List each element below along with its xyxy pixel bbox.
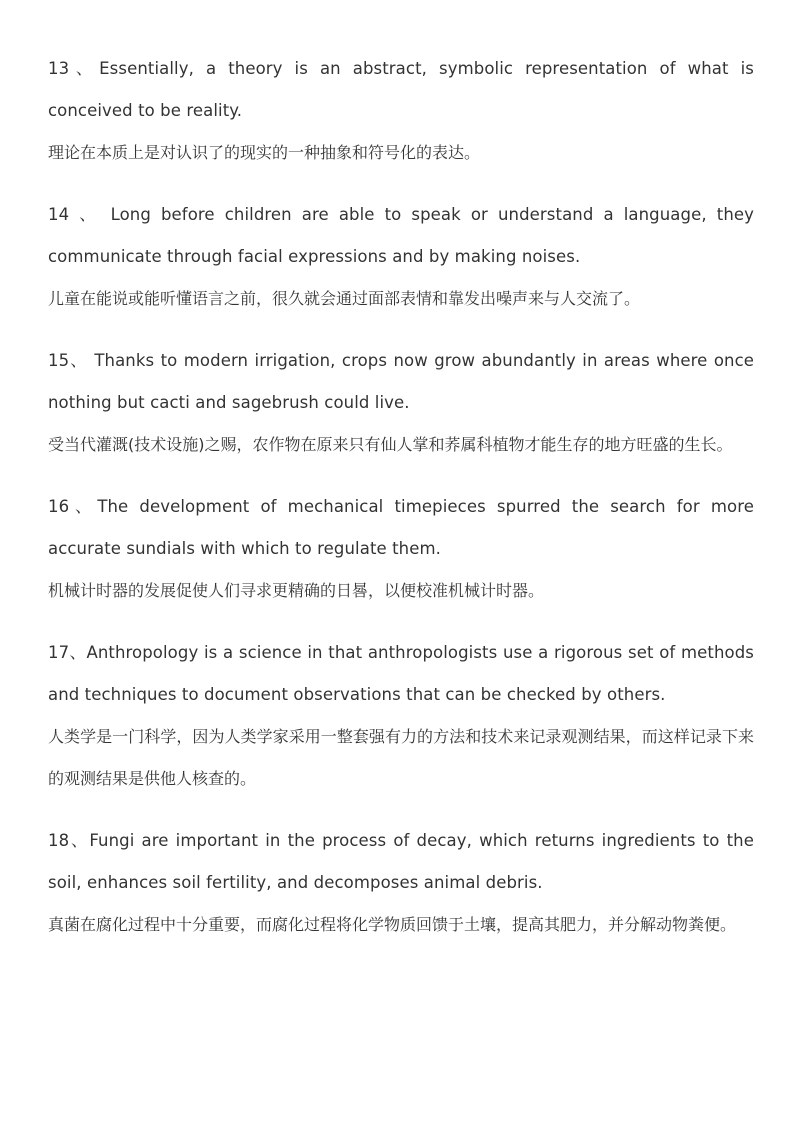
document-page — [48, 48, 754, 966]
english-sentence: 13、Essentially, a theory is an abstract, symbolic representation of what is conceived to be reality. — [48, 59, 754, 120]
chinese-translation: 受当代灌溉(技术设施)之赐，农作物在原来只有仙人掌和荞属科植物才能生存的地方旺盛的生长。 — [48, 435, 733, 454]
sentence-entry-17 — [48, 632, 754, 800]
chinese-translation: 儿童在能说或能听懂语言之前，很久就会通过面部表情和靠发出噪声来与人交流了。 — [48, 289, 641, 308]
chinese-translation: 理论在本质上是对认识了的现实的一种抽象和符号化的表达。 — [48, 143, 481, 162]
sentence-entry-13 — [48, 48, 754, 174]
english-sentence: 15、 Thanks to modern irrigation, crops now grow abundantly in areas where once nothing but cacti and sagebrush could live. — [48, 351, 754, 412]
chinese-translation: 机械计时器的发展促使人们寻求更精确的日晷，以便校准机械计时器。 — [48, 581, 545, 600]
sentence-entry-16 — [48, 486, 754, 612]
chinese-translation: 人类学是一门科学，因为人类学家采用一整套强有力的方法和技术来记录观测结果，而这样记录下来的观测结果是供他人核查的。 — [48, 727, 754, 788]
english-sentence: 17、Anthropology is a science in that anthropologists use a rigorous set of methods and techniques to document observations that can be checked by others. — [48, 643, 754, 704]
sentence-entry-18 — [48, 820, 754, 946]
sentence-entry-14 — [48, 194, 754, 320]
english-sentence: 14 、 Long before children are able to speak or understand a language, they communicate through facial expressions and by making noises. — [48, 205, 754, 266]
english-sentence: 16、The development of mechanical timepieces spurred the search for more accurate sundials with which to regulate them. — [48, 497, 754, 558]
sentence-entry-15 — [48, 340, 754, 466]
chinese-translation: 真菌在腐化过程中十分重要，而腐化过程将化学物质回馈于土壤，提高其肥力，并分解动物粪便。 — [48, 915, 737, 934]
english-sentence: 18、Fungi are important in the process of decay, which returns ingredients to the soil, enhances soil fertility, and decomposes animal debris. — [48, 831, 754, 892]
